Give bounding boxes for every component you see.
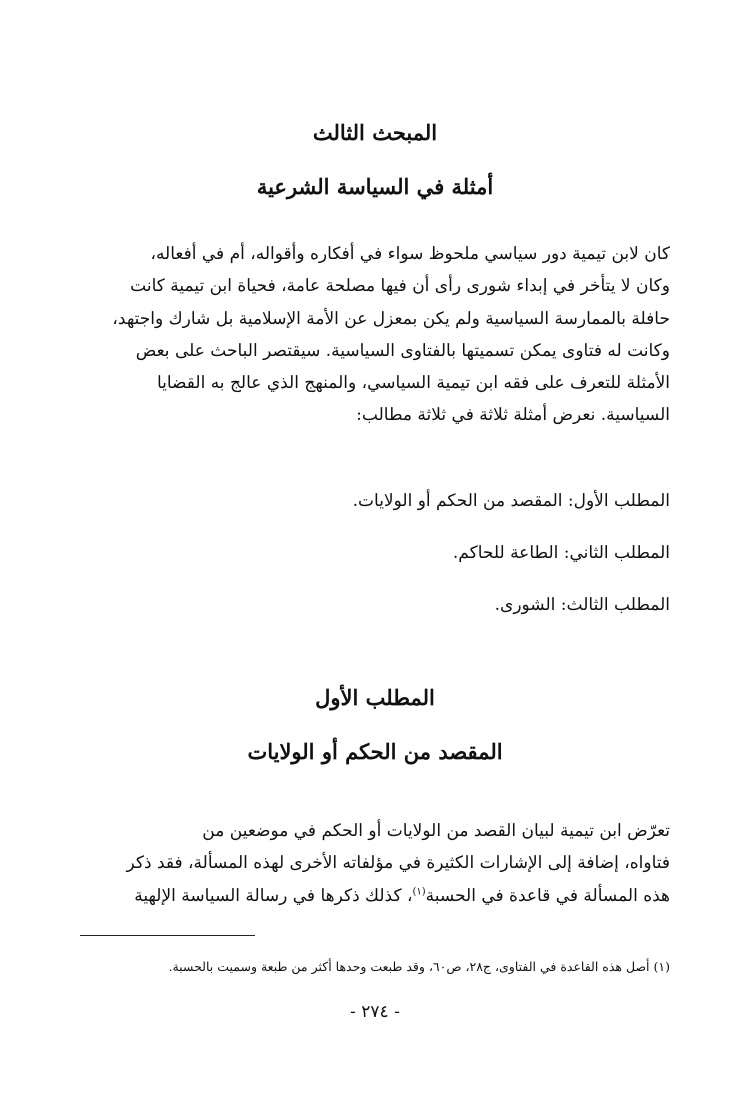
subsection-subtitle: المقصد من الحكم أو الولايات: [247, 739, 503, 764]
section-title: المبحث الثالث: [312, 120, 438, 145]
subsection-title: المطلب الأول: [315, 685, 435, 710]
paragraph-line: فتاواه، إضافة إلى الإشارات الكثيرة في مؤلفاته الأخرى لهذه المسألة، فقد ذكر: [126, 853, 670, 874]
page-number: - ٢٧٤ -: [350, 1002, 400, 1022]
intro-line: السياسية. نعرض أمثلة ثلاثة في ثلاثة مطالب:: [356, 405, 670, 426]
list-item: المطلب الأول: المقصد من الحكم أو الولايات.: [352, 491, 670, 511]
list-item: المطلب الثاني: الطاعة للحاكم.: [452, 543, 670, 563]
intro-line: وكان لا يتأخر في إبداء شورى رأى أن فيها مصلحة عامة، فحياة ابن تيمية كانت: [130, 276, 670, 297]
paragraph-line: [80, 880, 670, 912]
footnote-divider: [80, 935, 255, 936]
intro-line: حافلة بالممارسة السياسية ولم يكن بمعزل عن الأمة الإسلامية بل شارك واجتهد،: [112, 308, 670, 329]
paragraph-text: هذه المسألة في قاعدة في الحسبة: [425, 885, 670, 906]
intro-line: كان لابن تيمية دور سياسي ملحوظ سواء في أفكاره وأقواله، أم في أفعاله،: [150, 244, 670, 264]
list-item: المطلب الثالث: الشورى.: [494, 595, 670, 615]
footnote: (١) أصل هذه القاعدة في الفتاوى، ج٢٨، ص٦٠، وقد طبعت وحدها أكثر من طبعة وسميت بالحسبة.: [168, 959, 670, 974]
subsection-paragraph: [80, 815, 670, 912]
section-subtitle: أمثلة في السياسة الشرعية: [256, 174, 494, 199]
intro-paragraph: [80, 238, 670, 432]
footnote-reference[interactable]: (١): [412, 885, 426, 897]
intro-line: الأمثلة للتعرف على فقه ابن تيمية السياسي، والمنهج الذي عالج به القضايا: [156, 373, 670, 394]
paragraph-text: ، كذلك ذكرها في رسالة السياسة الإلهية: [134, 885, 413, 906]
intro-line: وكانت له فتاوى يمكن تسميتها بالفتاوى السياسية. سيقتصر الباحث على بعض: [135, 340, 670, 361]
paragraph-line: تعرّض ابن تيمية لبيان القصد من الولايات أو الحكم في موضعين من: [202, 821, 670, 841]
